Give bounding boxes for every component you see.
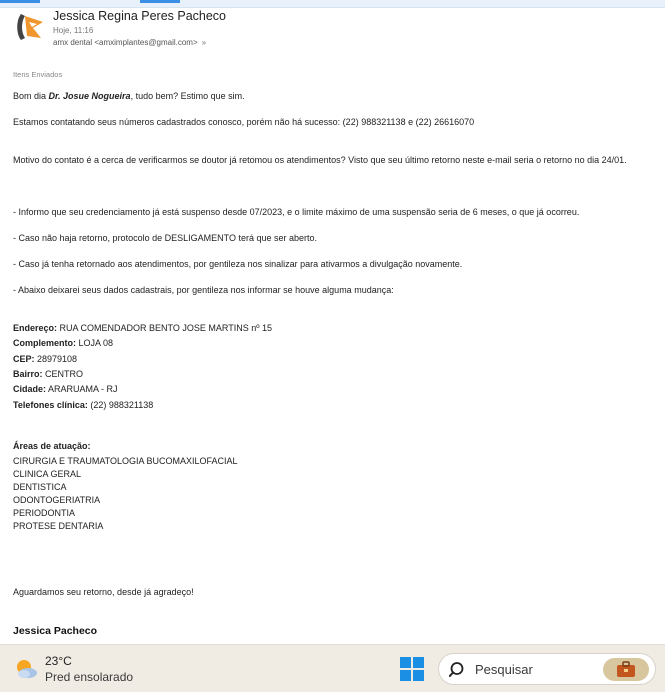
area-item: PERIODONTIA (13, 508, 76, 518)
taskbar-search[interactable] (438, 653, 656, 685)
sender-avatar[interactable] (13, 10, 47, 44)
area-item: CIRURGIA E TRAUMATOLOGIA BUCOMAXILOFACIAL (13, 456, 238, 466)
field-value: CENTRO (42, 369, 84, 379)
folder-label[interactable]: Itens Enviados (13, 70, 63, 79)
areas-title-text: Áreas de atuação: (13, 441, 91, 451)
tab-indicator (0, 0, 40, 3)
field-value: 28979108 (34, 354, 78, 364)
area-item: CLINICA GERAL (13, 469, 82, 479)
chevron-down-icon[interactable]: » (201, 38, 207, 47)
field-label: Endereço: (13, 323, 58, 333)
area-item: PROTESE DENTARIA (13, 521, 104, 531)
taskbar (0, 644, 665, 692)
bullet-suspension: - Informo que seu credenciamento já está suspenso desde 07/2023, e o limite máximo de uma suspensão seria de 6 meses, o que já ocorreu. (13, 207, 580, 217)
partly-sunny-icon[interactable] (13, 657, 39, 681)
field-label: Telefones clínica: (13, 400, 88, 410)
paragraph-contact: Estamos contatando seus números cadastrados conosco, porém não há sucesso: (22) 988321138 e (22) 26616070 (13, 117, 475, 127)
field-label: CEP: (13, 354, 35, 364)
area-item: DENTISTICA (13, 482, 67, 492)
field-row (13, 322, 272, 335)
from-line[interactable] (53, 38, 206, 47)
field-value: (22) 988321138 (87, 400, 154, 410)
field-value: ARARUAMA - RJ (46, 384, 118, 394)
field-label: Complemento: (13, 338, 76, 348)
recipient-name: Dr. Josue Nogueira (48, 91, 131, 101)
email-header (0, 8, 665, 60)
sent-time: Hoje, 11:16 (53, 26, 94, 35)
weather-condition[interactable]: Pred ensolarado (45, 670, 134, 684)
field-row (13, 368, 83, 381)
window-top-strip (0, 0, 665, 8)
paragraph-reason: Motivo do contato é a cerca de verificarmos se doutor já retomou os atendimentos? Visto que seu último retorno neste e-mail seria o retorno no dia 24/01. (13, 155, 627, 165)
greeting (13, 90, 245, 103)
search-highlight-art[interactable] (603, 658, 649, 681)
field-row (13, 337, 113, 350)
field-value: LOJA 08 (76, 338, 114, 348)
areas-title (13, 440, 91, 453)
greeting-text-end: , tudo bem? Estimo que sim. (130, 91, 245, 101)
sender-name[interactable]: Jessica Regina Peres Pacheco (53, 9, 227, 23)
windows-logo-icon[interactable] (400, 657, 424, 681)
bullet-data-intro: - Abaixo deixarei seus dados cadastrais, por gentileza nos informar se houve alguma mudança: (13, 285, 394, 295)
from-address[interactable]: amx dental <amximplantes@gmail.com> (53, 38, 198, 47)
field-row (13, 399, 153, 412)
search-placeholder: Pesquisar (475, 662, 533, 677)
tab-indicator (140, 0, 180, 3)
closing-text: Aguardamos seu retorno, desde já agradeço! (13, 587, 194, 597)
field-row (13, 353, 77, 366)
weather-temperature[interactable]: 23°C (45, 654, 72, 668)
signature-name: Jessica Pacheco (13, 625, 98, 637)
briefcase-icon (616, 661, 636, 678)
field-label: Bairro: (13, 369, 43, 379)
area-item: ODONTOGERIATRIA (13, 495, 101, 505)
greeting-text: Bom dia (13, 91, 49, 101)
field-label: Cidade: (13, 384, 47, 394)
field-value: RUA COMENDADOR BENTO JOSE MARTINS nº 15 (57, 323, 273, 333)
amx-logo-icon (13, 10, 47, 44)
magnifier-icon (449, 661, 467, 679)
bullet-disconnect: - Caso não haja retorno, protocolo de DESLIGAMENTO terá que ser aberto. (13, 233, 317, 243)
field-row (13, 383, 118, 396)
bullet-returned: - Caso já tenha retornado aos atendimentos, por gentileza nos sinalizar para ativarmos a divulgação novamente. (13, 259, 463, 269)
